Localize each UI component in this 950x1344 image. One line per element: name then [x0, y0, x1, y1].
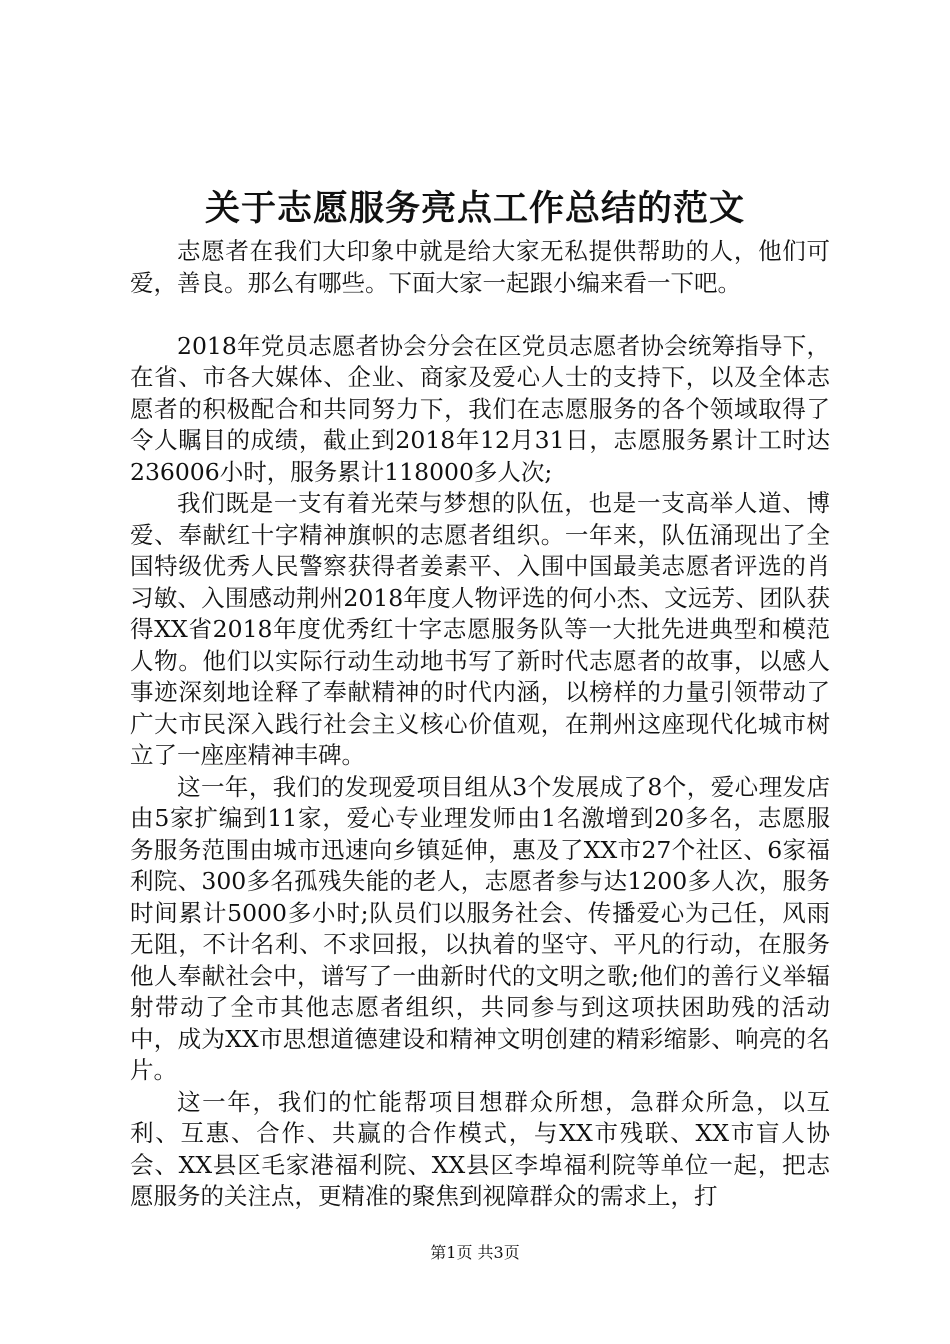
body-paragraph: 这一年，我们的发现爱项目组从3个发展成了8个，爱心理发店由5家扩编到11家，爱心专业理发师由1名激增到20多名，志愿服务服务范围由城市迅速向乡镇延伸，惠及了XX市27个社区、6家福利院、300多名孤残失能的老人，志愿者参与达1200多人次，服务时间累计5000多小时;队员们以服务社会、传播爱心为己任，风雨无阻，不计名利、不求回报，以执着的坚守、平凡的行动，在服务他人奉献社会中，谱写了一曲新时代的文明之歌;他们的善行义举辐射带动了全市其他志愿者组织，共同参与到这项扶困助残的活动中，成为XX市思想道德建设和精神文明创建的精彩缩影、响亮的名片。 [130, 772, 830, 1084]
document-title: 关于志愿服务亮点工作总结的范文 [204, 189, 745, 229]
body-paragraph: 这一年，我们的忙能帮项目想群众所想，急群众所急，以互利、互惠、合作、共赢的合作模式，与XX市残联、XX市盲人协会、XX县区毛家港福利院、XX县区李埠福利院等单位一起，把志愿服务的关注点，更精准的聚焦到视障群众的需求上，打 [130, 1087, 830, 1210]
page-footer: 第1页 共3页 [430, 1243, 520, 1262]
document-body [130, 236, 830, 1213]
body-paragraph: 我们既是一支有着光荣与梦想的队伍，也是一支高举人道、博爱、奉献红十字精神旗帜的志愿者组织。一年来，队伍涌现出了全国特级优秀人民警察获得者姜素平、入围中国最美志愿者评选的肖习敏、入围感动荆州2018年度人物评选的何小杰、文远芳、团队获得XX省2018年度优秀红十字志愿服务队等一大批先进典型和模范人物。他们以实际行动生动地书写了新时代志愿者的故事，以感人事迹深刻地诠释了奉献精神的时代内涵，以榜样的力量引领带动了广大市民深入践行社会主义核心价值观，在荆州这座现代化城市树立了一座座精神丰碑。 [130, 489, 830, 769]
intro-paragraph: 志愿者在我们大印象中就是给大家无私提供帮助的人，他们可爱，善良。那么有哪些。下面大家一起跟小编来看一下吧。 [130, 237, 830, 297]
body-paragraph: 2018年党员志愿者协会分会在区党员志愿者协会统筹指导下，在省、市各大媒体、企业、商家及爱心人士的支持下，以及全体志愿者的积极配合和共同努力下，我们在志愿服务的各个领域取得了令人瞩目的成绩，截止到2018年12月31日，志愿服务累计工时达236006小时，服务累计118000多人次; [130, 331, 830, 486]
